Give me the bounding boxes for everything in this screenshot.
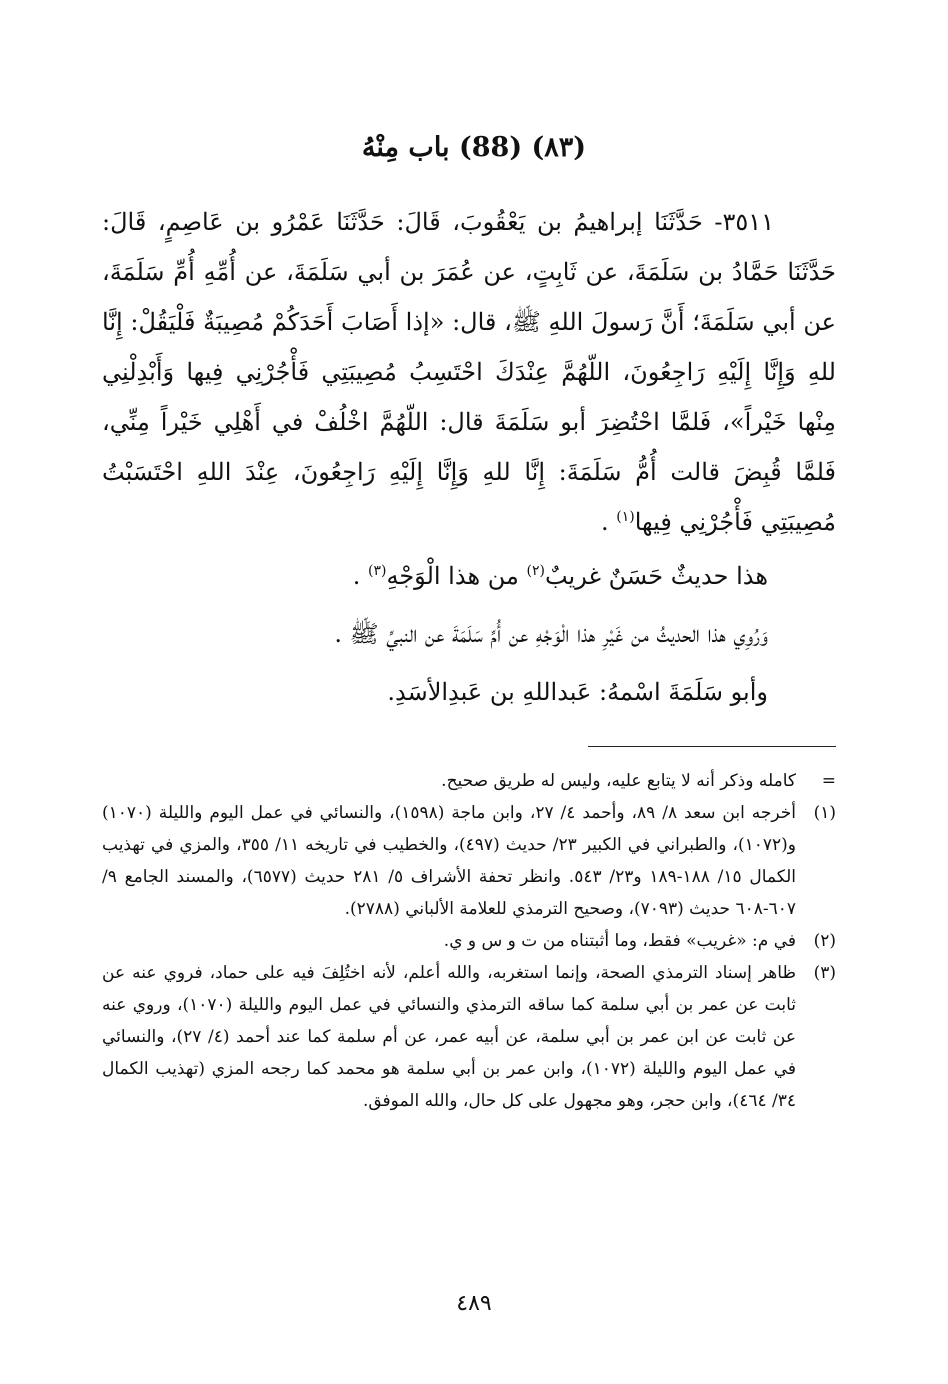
footnote-number: = [821, 771, 836, 791]
footnote-number: (٣) [813, 963, 836, 983]
footnote-ref-3: (٣) [368, 563, 387, 579]
grade-text-a: هذا حديثٌ حَسَنٌ غريبٌ [544, 562, 768, 590]
footnote-text: كامله وذكر أنه لا يتابع عليه، وليس له طريق صحيح. [441, 771, 796, 791]
page-number: ٤٨٩ [456, 1291, 492, 1316]
footnote-text: أخرجه ابن سعد ٨/ ٨٩، وأحمد ٤/ ٢٧، وابن ماجة (١٥٩٨)، والنسائي في عمل اليوم والليلة (١٠٧٠) و(١٠٧٢)، والطبراني في الكبير ٢٣/ حديث (٤٩٧)، والخطيب في تاريخه ١١/ ٣٥٥، والمزي في تهذيب الكمال ١٥/ ١٨٨-١٨٩ و٢٣/ ٥٤٣. وانظر تحفة الأشراف ٥/ ٢٨١ حديث (٦٥٧٧)، والمسند الجامع ٩/ ٦٠٧-٦٠٨ حديث (٧٠٩٣)، وصحيح الترمذي للعلامة الألباني (٢٧٨٨). [102, 803, 796, 919]
footnote-3 [102, 957, 836, 1117]
footnotes [102, 765, 836, 1117]
footnote-continuation [102, 765, 836, 797]
footnote-divider [588, 746, 836, 747]
chapter-heading: (٨٣) (88) باب مِنْهُ [361, 132, 587, 163]
footnote-1 [102, 797, 836, 925]
grade-text-b: من هذا الْوَجْهِ [386, 562, 527, 590]
footnote-number: (١) [813, 803, 836, 823]
footnote-number: (٢) [813, 931, 836, 951]
main-text [102, 197, 836, 717]
abu-salama-paragraph: وأبو سَلَمَةَ اسْمهُ: عَبداللهِ بن عَبدِالأسَدِ. [387, 678, 768, 706]
grade-paragraph [102, 551, 836, 601]
grade-end: . [352, 562, 368, 590]
footnote-text: في م: «غريب» فقط، وما أثبتناه من ت و س و ي. [443, 931, 796, 951]
hadith-text: ٣٥١١- حَدَّثَنَا إبراهيمُ بن يَعْقُوبَ، قَالَ: حَدَّثَنَا عَمْرُو بن عَاصِمٍ، قَالَ: حَدَّثَنَا حَمَّادُ بن سَلَمَةَ، عن ثَابِتٍ، عن عُمَرَ بن أبي سَلَمَةَ، عن أُمِّهِ أُمِّ سَلَمَةَ، عن أبي سَلَمَةَ؛ أَنَّ رَسولَ اللهِ ﷺ، قال: «إذا أَصَابَ أَحَدَكُمْ مُصِيبَةٌ فَلْيَقُلْ: إِنَّا للهِ وَإِنَّا إِلَيْهِ رَاجِعُونَ، اللّهُمَّ عِنْدَكَ احْتَسِبُ مُصِيبَتِي فَأْجُرْنِي فِيها وَأَبْدِلْنِي مِنْها خَيْراً»، فَلمَّا احْتُضِرَ أبو سَلَمَةَ قال: اللّهُمَّ اخْلُفْ في أَهْلِي خَيْراً مِنِّي، فَلمَّا قُبِضَ قالت أُمُّ سَلَمَةَ: إِنَّا للهِ وَإِنَّا إِلَيْهِ رَاجِعُونَ، عِنْدَ اللهِ احْتَسَبْتُ مُصِيبَتِي فَأْجُرْنِي فِيها [102, 208, 836, 536]
narrated-paragraph: وَرُوِي هذا الحديثُ من غَيْرِ هذا الْوَجْهِ عن أُمِّ سَلَمَةَ عن النبيِّ ﷺ . [334, 620, 768, 648]
hadith-end: . [600, 508, 617, 536]
hadith-paragraph [102, 197, 836, 547]
footnote-text: ظاهر إسناد الترمذي الصحة، وإنما استغربه، والله أعلم، لأنه اختُلِفَ فيه على حماد، فروي عنه عن ثابت عن عمر بن أبي سلمة كما ساقه الترمذي والنسائي في عمل اليوم والليلة (١٠٧٠)، وروي عنه عن ثابت عن ابن عمر بن أبي سلمة، عن أبيه عمر، عن أم سلمة كما عند أحمد (٤/ ٢٧)، والنسائي في عمل اليوم والليلة (١٠٧٢)، وابن عمر بن أبي سلمة هو محمد كما رجحه المزي (تهذيب الكمال ٣٤/ ٤٦٤)، وابن حجر، وهو مجهول على كل حال، والله الموفق. [102, 963, 797, 1111]
footnote-2 [102, 925, 836, 957]
footnote-ref-1: (١) [616, 509, 635, 525]
footnote-ref-2: (٢) [526, 563, 545, 579]
